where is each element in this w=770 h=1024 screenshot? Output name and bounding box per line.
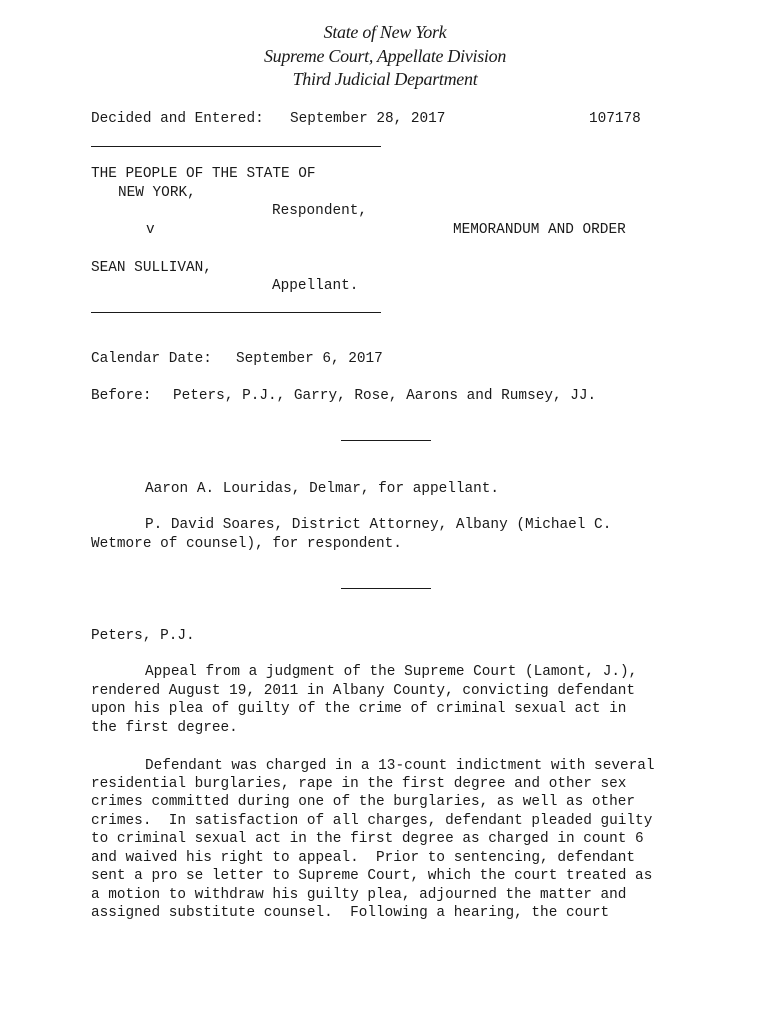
paragraph-line: and waived his right to appeal. Prior to sentencing, defendant <box>91 850 636 866</box>
court-department-heading: Third Judicial Department <box>292 69 478 89</box>
respondent-counsel-line2: Wetmore of counsel), for respondent. <box>91 536 402 552</box>
section-divider <box>341 588 431 589</box>
section-divider <box>341 440 431 441</box>
paragraph-line: the first degree. <box>91 720 238 736</box>
paragraph-line: crimes. In satisfaction of all charges, defendant pleaded guilty <box>91 813 653 829</box>
plaintiff-name-line1: THE PEOPLE OF THE STATE OF <box>91 166 316 182</box>
paragraph-line: sent a pro se letter to Supreme Court, which the court treated as <box>91 868 653 884</box>
docket-number: 107178 <box>589 111 641 127</box>
caption-top-rule <box>91 146 381 147</box>
defendant-role: Appellant. <box>272 278 359 294</box>
versus-label: v <box>146 222 155 238</box>
paragraph-line: to criminal sexual act in the first degree as charged in count 6 <box>91 831 644 847</box>
plaintiff-role: Respondent, <box>272 203 367 219</box>
paragraph-line: upon his plea of guilty of the crime of criminal sexual act in <box>91 701 627 717</box>
paragraph-line: Defendant was charged in a 13-count indictment with several <box>145 758 655 774</box>
calendar-date-value: September 6, 2017 <box>236 351 383 367</box>
decided-date: September 28, 2017 <box>290 111 446 127</box>
paragraph-line: residential burglaries, rape in the first degree and other sex <box>91 776 627 792</box>
opinion-author: Peters, P.J. <box>91 628 195 644</box>
caption-bottom-rule <box>91 312 381 313</box>
appellant-counsel: Aaron A. Louridas, Delmar, for appellant. <box>145 481 500 497</box>
court-division-heading: Supreme Court, Appellate Division <box>263 46 507 66</box>
paragraph-line: crimes committed during one of the burglaries, as well as other <box>91 794 636 810</box>
plaintiff-name-line2: NEW YORK, <box>118 185 196 201</box>
judges-list: Peters, P.J., Garry, Rose, Aarons and Rumsey, JJ. <box>173 388 597 404</box>
paragraph-line: rendered August 19, 2011 in Albany County, convicting defendant <box>91 683 636 699</box>
paragraph-line: assigned substitute counsel. Following a hearing, the court <box>91 905 610 921</box>
paragraph-line: a motion to withdraw his guilty plea, adjourned the matter and <box>91 887 627 903</box>
respondent-counsel-line1: P. David Soares, District Attorney, Albany (Michael C. <box>145 517 612 533</box>
decided-label: Decided and Entered: <box>91 111 264 127</box>
court-state-heading: State of New York <box>323 22 447 42</box>
paragraph-line: Appeal from a judgment of the Supreme Court (Lamont, J.), <box>145 664 638 680</box>
document-title: MEMORANDUM AND ORDER <box>453 222 626 238</box>
before-label: Before: <box>91 388 152 404</box>
defendant-name: SEAN SULLIVAN, <box>91 260 212 276</box>
calendar-date-label: Calendar Date: <box>91 351 212 367</box>
